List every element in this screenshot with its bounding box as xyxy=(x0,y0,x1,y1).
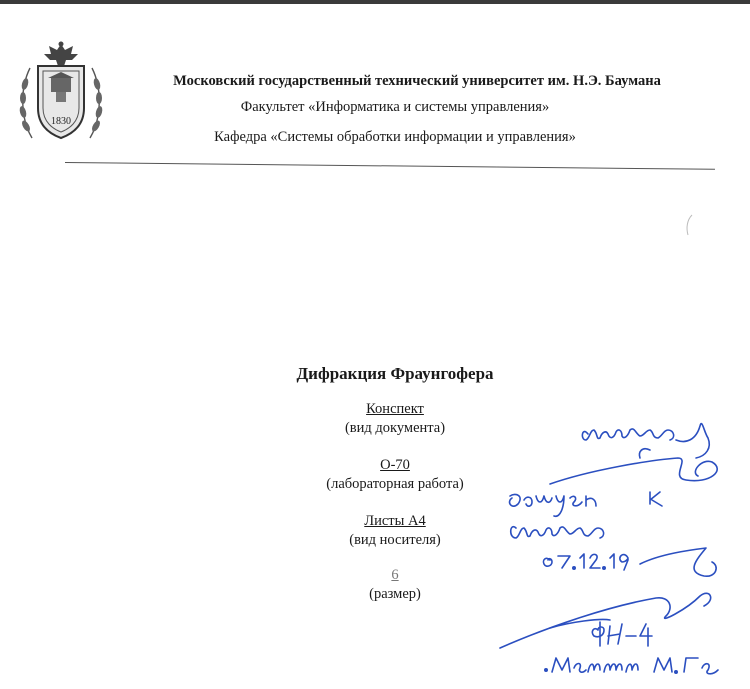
field-value: 6 xyxy=(391,567,399,583)
faculty-name: Факультет «Информатика и системы управления» xyxy=(240,99,550,115)
scan-mark xyxy=(684,214,694,236)
field-value: Конспект xyxy=(366,401,424,417)
field-value: Листы А4 xyxy=(364,513,426,529)
field-label: (размер) xyxy=(369,586,421,602)
scan-top-edge xyxy=(0,0,750,4)
department-name: Кафедра «Системы обработки информации и управления» xyxy=(214,129,576,145)
university-name: Московский государственный технический университет им. Н.Э. Баумана xyxy=(173,73,661,89)
document-title: Дифракция Фраунгофера xyxy=(296,364,494,383)
handwritten-signature xyxy=(490,400,750,689)
field-value: О-70 xyxy=(380,457,410,473)
field-label: (вид документа) xyxy=(344,420,446,436)
header-divider xyxy=(65,162,715,170)
emblem-year: 1830 xyxy=(51,116,71,127)
field-label: (вид носителя) xyxy=(349,532,441,548)
field-label: (лабораторная работа) xyxy=(326,476,464,492)
